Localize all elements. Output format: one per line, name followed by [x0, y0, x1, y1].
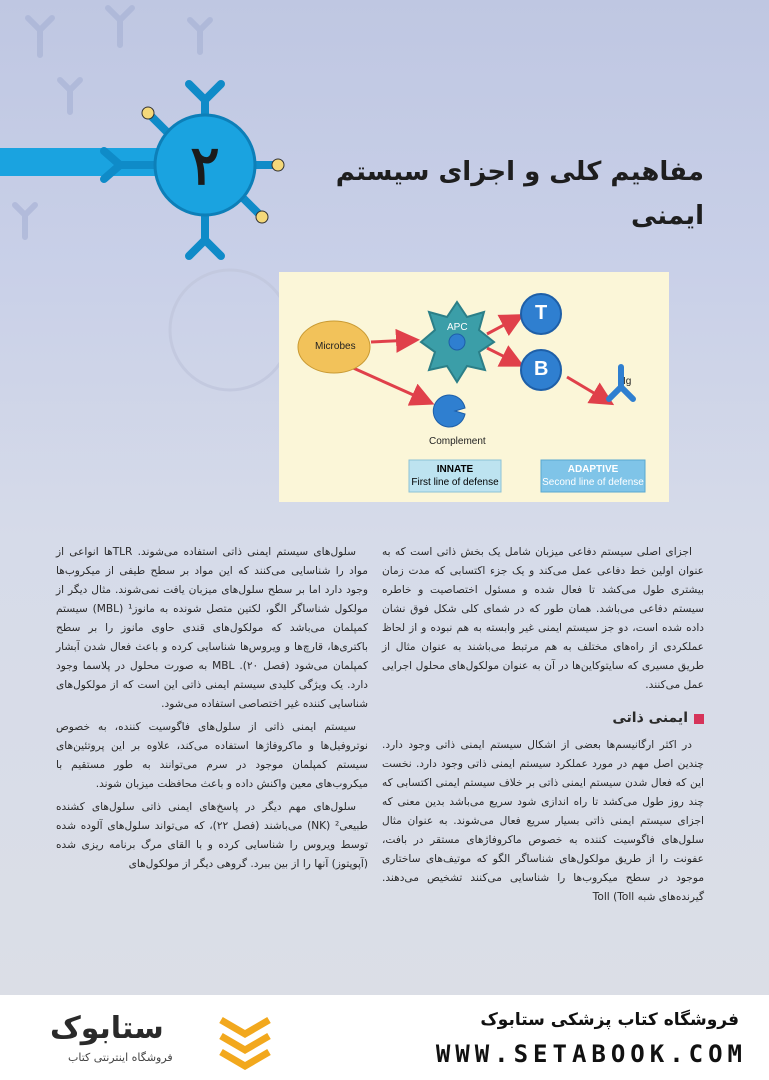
section-heading: [382, 709, 704, 728]
section-heading-text: ایمنی ذاتی: [612, 710, 688, 726]
chevron-logo-icon: [215, 1010, 275, 1070]
ig-label: Ig: [623, 376, 632, 387]
b-cell-label: B: [534, 358, 549, 380]
section-marker-icon: [694, 714, 704, 724]
left-column: [56, 543, 368, 878]
logo-subtitle: فروشگاه اینترنتی کتاب: [68, 1051, 173, 1064]
adaptive-label-box: [541, 463, 645, 489]
microbes-label: Microbes: [315, 341, 356, 352]
store-footer: [0, 995, 769, 1080]
store-url-link[interactable]: WWW.SETABOOK.COM: [435, 1040, 747, 1068]
left-paragraph-1: سلول‌های سیستم ایمنی ذاتی استفاده می‌شوند. TLRها انواعی از مواد را شناسایی می‌کنند که این مواد بر سطح طیفی از میکروب‌ها وجود دارد اما بر سطح سلول‌های میزبان یافت نمی‌شوند. مثال دیگر از مولکول شناساگر الگو، لکتین متصل شونده به مانوز¹ (MBL) سیستم کمپلمان می‌باشد که مولکول‌های قندی حاوی مانوز را بر سطح باکتری‌ها، قارچ‌ها و ویروس‌ها شناسایی کرده و باعث فعال شدن آبشار کمپلمان می‌شود (فصل ۲۰). MBL به صورت محلول در پلاسما وجود دارد. یک ویژگی کلیدی سیستم ایمنی ذاتی این است که از مولکول‌های شناسایی کننده غیر اختصاصی استفاده می‌شود.: [56, 546, 368, 710]
left-paragraph-2: سیستم ایمنی ذاتی از سلول‌های فاگوسیت کننده، به خصوص نوتروفیل‌ها و ماکروفاژها استفاده می‌کند، علاوه بر این پروتئین‌های سیستم کمپلمان موجود در سرم می‌توانند به طور مستقیم با میکروب‌های معین واکنش داده و باعث محافظت میزبان شوند.: [56, 721, 368, 790]
t-cell-label: T: [535, 302, 548, 324]
immune-system-figure: [279, 272, 669, 502]
chapter-number: ۲: [190, 133, 220, 197]
innate-title: INNATE: [436, 464, 474, 475]
chapter-title: مفاهیم کلی و اجزای سیستم ایمنی: [335, 157, 704, 231]
right-column: [382, 543, 704, 911]
intro-paragraph: اجزای اصلی سیستم دفاعی میزبان شامل یک بخش ذاتی است که به عنوان اولین خط دفاعی عمل می‌کند و یک جزء اکتسابی که مدت زمان بیشتری طول می‌کشد تا فعال شده و مسئول اختصاصیت و خاطره سیستم دفاعی می‌باشد. همان طور که در شمای کلی شکل فوق نشان داده شده است، دو جز سیستم ایمنی غیر وابسته به هم نبوده و از لحاظ عملکردی از راه‌های مختلف به هم مرتبط می‌باشند به عنوان مثال از طریق مسیری که سایتوکاین‌ها در آن به عنوان مولکول‌های محلول اجرایی عمل می‌کنند.: [382, 546, 704, 691]
store-logo[interactable]: [20, 1005, 290, 1075]
store-name: فروشگاه کتاب پزشکی ستابوک: [480, 1010, 739, 1030]
left-paragraph-3: سلول‌های مهم دیگر در پاسخ‌های ایمنی ذاتی سلول‌های کشنده طبیعی² (NK) می‌باشند (فصل ۲۲)، که می‌تواند سلول‌های آلوده شده توسط ویروس را شناسایی کرده و با القای مرگ برنامه ریزی شده (آپوپتوز) آنها را از بین ببرد. گروهی دیگر از مولکول‌های: [56, 801, 368, 870]
adaptive-subtitle: Second line of defense: [542, 477, 644, 488]
section-paragraph: در اکثر ارگانیسم‌ها بعضی از اشکال سیستم ایمنی ذاتی وجود دارد. چندین اصل مهم در مورد عملکرد سیستم ایمنی ذاتی وجود دارد. نخست این که فعال شدن سیستم ایمنی ذاتی بر خلاف سیستم ایمنی اکتسابی که چند روز طول می‌کشد تا راه اندازی شود سریع می‌باشد بدین معنی که اجزای سیستم ایمنی ذاتی بسیار سریع فعال می‌شوند. به عنوان مثال سلول‌های فاگوسیت کننده به خصوص ماکروفاژهای مستقر در بافت، عفونت را از طریق مولکول‌های شناساگر الگو که موتیف‌های ساختاری موجود در سطح میکروب‌ها را شناسایی می‌کنند تشخیص می‌دهند. گیرنده‌های شبه Toll (Toll: [382, 739, 704, 903]
logo-text: ستابوک: [50, 1011, 164, 1046]
apc-label: APC: [447, 322, 468, 333]
innate-label-box: [409, 463, 501, 489]
adaptive-title: ADAPTIVE: [567, 464, 619, 475]
complement-label: Complement: [429, 436, 486, 447]
innate-subtitle: First line of defense: [411, 477, 499, 488]
complement-shape: [433, 395, 465, 427]
